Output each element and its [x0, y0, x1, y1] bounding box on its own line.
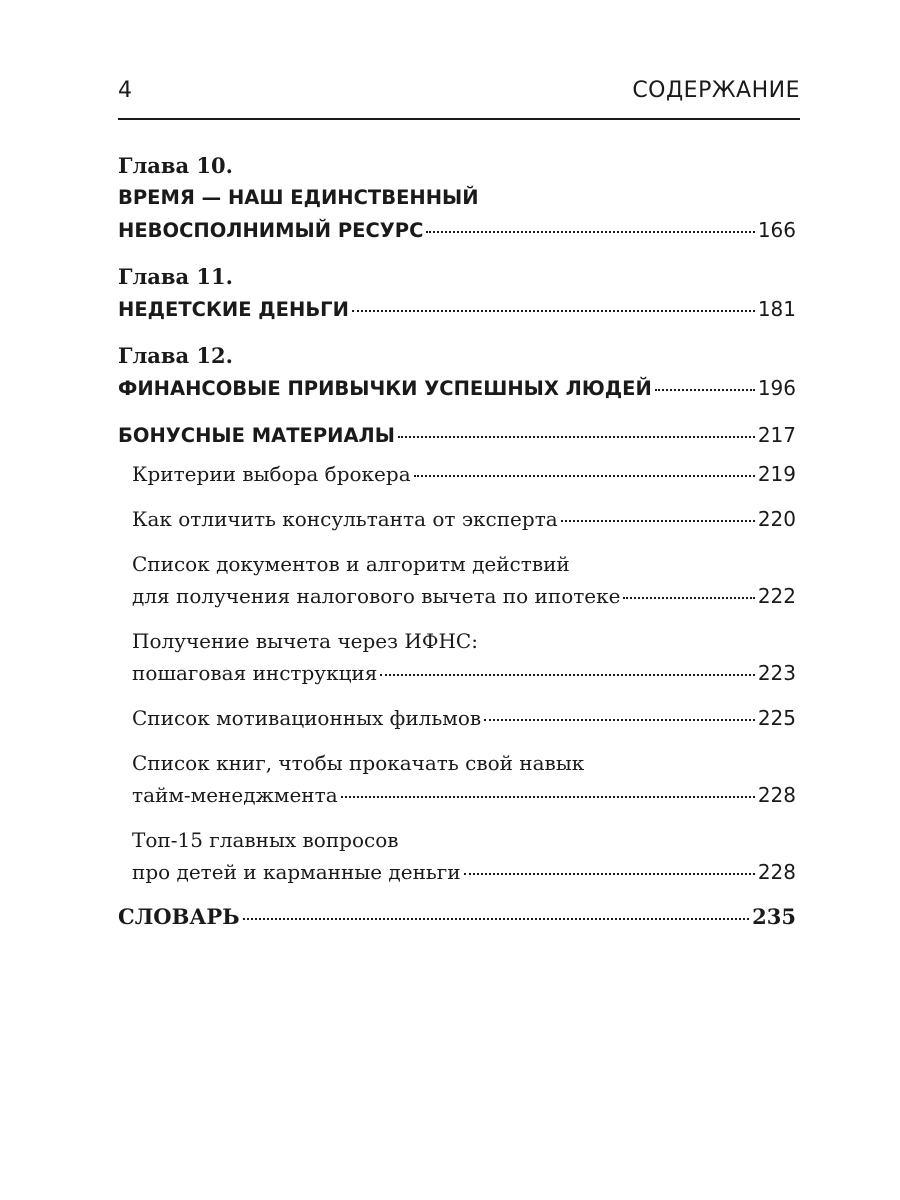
chapter-title-line: ВРЕМЯ — НАШ ЕДИНСТВЕННЫЙ [118, 186, 479, 209]
dot-leader [380, 674, 754, 676]
subentry-text: про детей и карманные деньги [132, 860, 461, 884]
subentry-last-line [132, 856, 796, 888]
toc-entry-glossary[interactable] [118, 901, 796, 933]
chapter-title-text: ФИНАНСОВЫЕ ПРИВЫЧКИ УСПЕШНЫХ ЛЮДЕЙ [118, 377, 652, 400]
dot-leader [341, 796, 755, 798]
toc-entry-chapter-12[interactable] [118, 340, 796, 405]
running-title: СОДЕРЖАНИЕ [632, 78, 800, 103]
section-title-line [118, 901, 796, 933]
page-ref: 196 [757, 376, 796, 400]
subentry-text: пошаговая инструкция [132, 661, 378, 685]
subentry-last-line [132, 580, 796, 612]
toc-subentry-tax-documents[interactable] [118, 548, 796, 612]
chapter-label: Глава 10. [118, 153, 233, 178]
subentry-line: Список документов и алгоритм действий [132, 552, 570, 576]
subentry-text: Как отличить консультанта от эксперта [132, 507, 558, 531]
dot-leader [655, 389, 755, 391]
chapter-title-last-line [118, 214, 796, 247]
page-ref: 235 [752, 904, 796, 929]
subentry-line: Получение вычета через ИФНС: [132, 629, 478, 653]
subentry-line [132, 458, 796, 490]
toc-subentry-books[interactable] [118, 747, 796, 811]
subentry-text: тайм-менеджмента [132, 783, 338, 807]
dot-leader [243, 918, 750, 920]
subentry-line [132, 702, 796, 734]
toc-entry-chapter-10[interactable] [118, 150, 796, 247]
chapter-label: Глава 11. [118, 264, 233, 289]
chapter-title-text: НЕВОСПОЛНИМЫЙ РЕСУРС [118, 219, 424, 242]
chapter-title-text: НЕДЕТСКИЕ ДЕНЬГИ [118, 298, 349, 321]
dot-leader [352, 310, 755, 312]
page-ref: 217 [757, 423, 796, 447]
page-ref: 228 [757, 860, 796, 884]
subentry-last-line [132, 779, 796, 811]
dot-leader [484, 719, 755, 721]
section-title-text: БОНУСНЫЕ МАТЕРИАЛЫ [118, 424, 395, 447]
page-number: 4 [118, 78, 133, 103]
page-ref: 225 [757, 706, 796, 730]
dot-leader [398, 436, 755, 438]
page-ref: 220 [757, 507, 796, 531]
dot-leader [623, 597, 754, 599]
chapter-title-last-line [118, 372, 796, 405]
toc-subentry-broker[interactable] [118, 458, 796, 490]
chapter-title-last-line [118, 293, 796, 326]
section-title-line [118, 419, 796, 452]
dot-leader [561, 520, 755, 522]
subentry-line [132, 503, 796, 535]
page-ref: 222 [757, 584, 796, 608]
subentry-text: Список мотивационных фильмов [132, 706, 482, 730]
toc-subentry-ifns[interactable] [118, 625, 796, 689]
toc-subentry-top15[interactable] [118, 824, 796, 888]
page-header [118, 78, 800, 103]
page-ref: 166 [757, 218, 796, 242]
subentry-line: Топ-15 главных вопросов [132, 828, 399, 852]
page-ref: 219 [757, 462, 796, 486]
page-ref: 181 [757, 297, 796, 321]
dot-leader [426, 231, 754, 233]
chapter-label: Глава 12. [118, 343, 233, 368]
subentry-text: для получения налогового вычета по ипотеке [132, 584, 621, 608]
subentry-text: Критерии выбора брокера [132, 462, 411, 486]
page-ref: 223 [757, 661, 796, 685]
toc-entry-bonus[interactable] [118, 419, 796, 452]
section-title-text: СЛОВАРЬ [118, 904, 240, 929]
toc-subentry-consultant[interactable] [118, 503, 796, 535]
toc-subentry-films[interactable] [118, 702, 796, 734]
dot-leader [464, 873, 755, 875]
page-ref: 228 [757, 783, 796, 807]
header-divider [118, 118, 800, 120]
subentry-line: Список книг, чтобы прокачать свой навык [132, 751, 585, 775]
table-of-contents [118, 150, 796, 947]
subentry-last-line [132, 657, 796, 689]
toc-entry-chapter-11[interactable] [118, 261, 796, 326]
dot-leader [414, 475, 755, 477]
